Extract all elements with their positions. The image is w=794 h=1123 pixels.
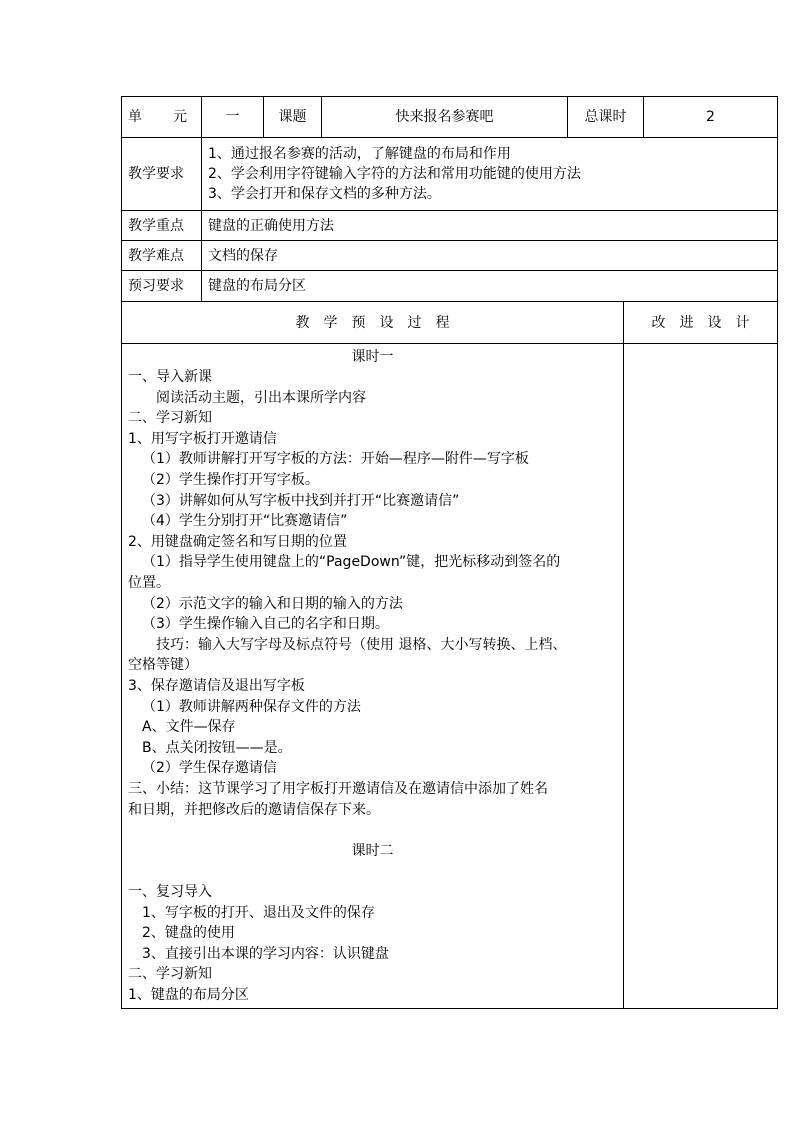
difficulty-label: 教学难点 (122, 241, 202, 271)
process-line: 技巧：输入大写字母及标点符号（使用 退格、大小写转换、上档、 (156, 636, 567, 653)
lesson-two-heading: 课时二 (351, 842, 394, 859)
unit-value: 一 (202, 97, 264, 138)
blank-line (128, 820, 617, 841)
process-line: 3、保存邀请信及退出写字板 (128, 678, 305, 694)
total-hours-label: 总课时 (568, 97, 644, 138)
process-row (122, 344, 778, 1009)
unit-label: 单 元 (122, 97, 202, 138)
process-line: 1、写字板的打开、退出及文件的保存 (142, 904, 375, 921)
topic-label: 课题 (264, 97, 322, 138)
preview-label: 预习要求 (122, 271, 202, 302)
process-line: （2）学生保存邀请信 (142, 760, 277, 777)
process-line: 一、复习导入 (128, 883, 212, 900)
process-line: 二、学习新知 (128, 966, 212, 983)
total-hours-value: 2 (644, 97, 778, 138)
process-line: 空格等键） (128, 657, 198, 674)
process-line: （1）指导学生使用键盘上的“PageDown”键，把光标移动到签名的 (142, 554, 561, 571)
blank-line (128, 861, 617, 882)
improve-content (624, 344, 778, 1009)
lesson-plan-table (121, 96, 778, 1009)
process-line: （2）示范文字的输入和日期的输入的方法 (142, 595, 403, 612)
process-line: 1、用写字板打开邀请信 (128, 430, 277, 447)
improve-column-header: 改 进 设 计 (624, 302, 778, 344)
process-line: 三、小结：这节课学习了用字板打开邀请信及在邀请信中添加了姓名 (128, 780, 548, 797)
process-line: 2、键盘的使用 (142, 925, 235, 942)
requirements-content (202, 138, 778, 211)
process-line: （1）教师讲解两种保存文件的方法 (142, 698, 361, 715)
preview-row (122, 271, 778, 302)
process-line: （3）讲解如何从写字板中找到并打开“比赛邀请信” (142, 492, 460, 509)
process-line: 1、键盘的布局分区 (128, 986, 249, 1003)
process-line: （2）学生操作打开写字板。 (142, 472, 319, 489)
process-line: 和日期，并把修改后的邀请信保存下来。 (128, 801, 380, 818)
key-point-row (122, 211, 778, 241)
difficulty-value: 文档的保存 (202, 241, 778, 271)
process-line: 一、导入新课 (128, 369, 212, 386)
preview-value: 键盘的布局分区 (202, 271, 778, 302)
process-line: （3）学生操作输入自己的名字和日期。 (142, 616, 389, 633)
lesson-one-heading: 课时一 (351, 348, 394, 365)
process-line: 位置。 (128, 575, 170, 592)
process-column-header: 教 学 预 设 过 程 (122, 302, 624, 344)
process-line: 2、用键盘确定签名和写日期的位置 (128, 533, 347, 550)
process-line: 阅读活动主题，引出本课所学内容 (156, 389, 366, 406)
topic-value: 快来报名参赛吧 (322, 97, 568, 138)
key-point-value: 键盘的正确使用方法 (202, 211, 778, 241)
requirements-label: 教学要求 (122, 138, 202, 211)
process-line: A、文件—保存 (142, 719, 236, 736)
requirement-item: 1、通过报名参赛的活动，了解键盘的布局和作用 (208, 146, 511, 162)
process-line: （4）学生分别打开“比赛邀请信” (142, 513, 348, 530)
process-line: 二、学习新知 (128, 410, 212, 427)
header-row (122, 97, 778, 138)
requirement-item: 2、学会利用字符键输入字符的方法和常用功能键的使用方法 (208, 166, 581, 182)
difficulty-row (122, 241, 778, 271)
key-point-label: 教学重点 (122, 211, 202, 241)
process-line: B、点关闭按钮——是。 (142, 739, 292, 756)
requirements-row (122, 138, 778, 211)
process-content (122, 344, 624, 1009)
process-line: （1）教师讲解打开写字板的方法：开始—程序—附件—写字板 (142, 451, 529, 468)
requirement-item: 3、学会打开和保存文档的多种方法。 (208, 186, 441, 202)
process-line: 3、直接引出本课的学习内容：认识键盘 (142, 945, 389, 962)
column-header-row (122, 302, 778, 344)
